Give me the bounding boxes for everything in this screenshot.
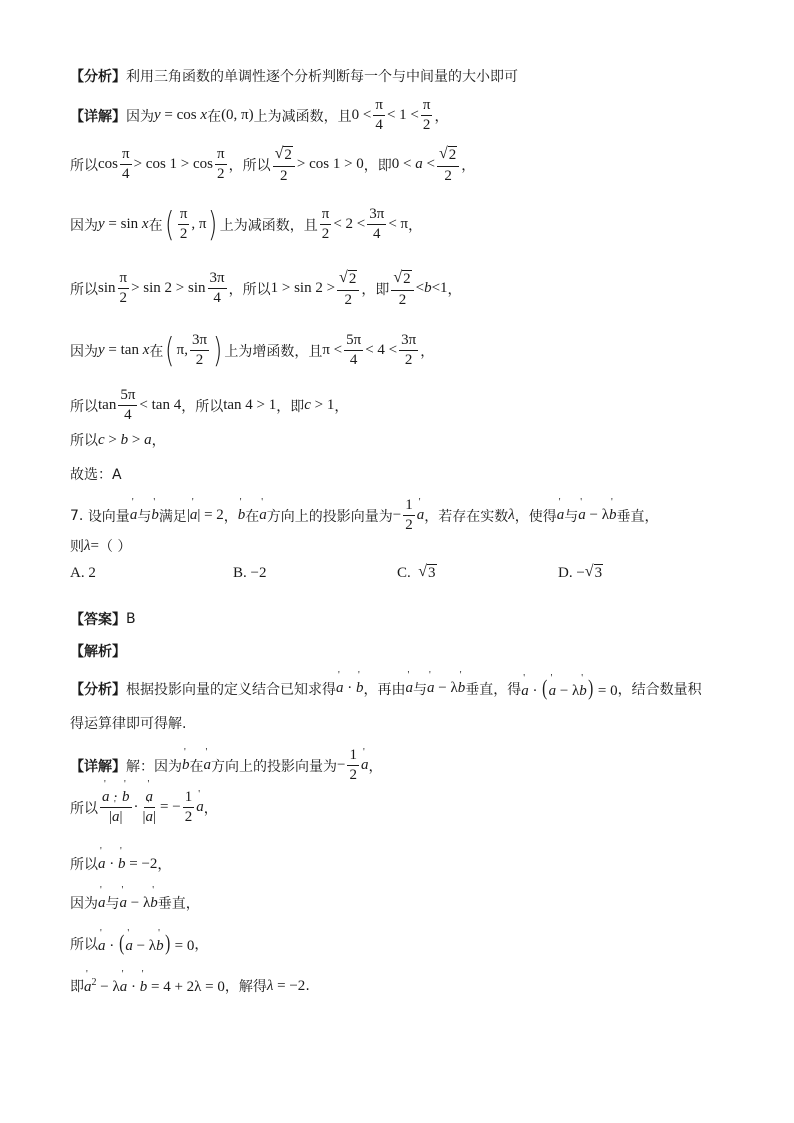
q6-line2: 所以 cos $\frac{\pi}{4}$ > cos 1 > cos $\frac{\pi}{2}$ ，所以 √ 2 2 > cos 1 > 0 ，即 0 < a < √ 2 2 ， xyxy=(70,145,476,184)
q7-answer xyxy=(70,609,136,629)
q7-detail-line4: 因为 ' a 与 ' a − λ' b 垂直， xyxy=(70,893,200,913)
q6-line4: 所以 sin $\frac{\pi}{2}$ > sin 2 > sin $\frac{3\pi}{4}$ ，所以 1 > sin 2 > √ 2 2 ，即 √ 2 2 <b<1 ， xyxy=(70,269,462,308)
q6-choose xyxy=(70,464,122,484)
q7-detail-line2: 所以 ' $\frac{a \cdot ' b}{|' a|}$ · ' $\frac{a}{|' a|}$ = − $\frac{1}{2}$ ' a ， xyxy=(70,790,218,825)
answer-tag: 【答案】 xyxy=(70,612,126,628)
q7-stem-line2: 则 λ = （ ） xyxy=(70,537,132,555)
answer-value: B xyxy=(126,611,136,627)
q7-stem-line1: 7. 设向量 ' a 与 ' b 满足 |' a| = 2 ， ' b 在 ' a 方向上的投影向量为 − $\frac{1}{2}$ ' a ，若存在实数 λ ，使得 ' a 与 ' a − λ' b 垂直， xyxy=(70,498,659,533)
solution-tag: 【解析】 xyxy=(70,644,126,660)
option-d[interactable]: D. − √ 3 xyxy=(558,563,603,582)
q7-detail-line3: 所以 ' a · ' b = −2 ， xyxy=(70,854,171,874)
q7-analysis-line1: 【分析】 根据投影向量的定义结合已知求得 ' a · ' b ，再由 ' a 与 ' a − λ' b 垂直，得 ' a · (' a − λ' b) = 0 ，结合数量积 xyxy=(70,677,702,700)
q6-line6: 所以 tan $\frac{5\pi}{4}$ < tan 4 ，所以 tan 4 > 1 ，即 c > 1 ， xyxy=(70,387,349,423)
analysis-tag: 【分析】 xyxy=(70,69,126,85)
q6-line5: 因为 y = tan x 在 ( π, $\frac{3\pi}{2}$ ) 上为增函数，且 π < $\frac{5\pi}{4}$ < 4 < $\frac{3\pi}{2}$ ， xyxy=(70,330,435,371)
q6-line7: 所以 c > b > a ， xyxy=(70,431,166,449)
detail-tag: 【详解】 xyxy=(70,108,126,125)
q6-line3: 因为 y = sin x 在 ( $\frac{\pi}{2}$ , π ) 上为减函数，且 $\frac{\pi}{2}$ < 2 < $\frac{3\pi}{4}$ < π ， xyxy=(70,204,423,245)
question-number: 7. xyxy=(70,507,84,524)
q7-detail-line5: 所以 ' a · (' a − λ' b) = 0 ， xyxy=(70,932,208,955)
analysis-text: 利用三角函数的单调性逐个分析判断每一个与中间量的大小即可 xyxy=(126,69,518,85)
option-c[interactable]: C. √ 3 xyxy=(397,563,436,582)
q6-analysis xyxy=(70,66,518,86)
q7-detail-line1: 【详解】 解：因为 ' b 在 ' a 方向上的投影向量为 − $\frac{1}{2}$ ' a ， xyxy=(70,748,382,783)
option-a[interactable]: A. 2 xyxy=(70,564,96,581)
q7-analysis-line2: 得运算律即可得解. xyxy=(70,716,187,732)
q7-detail-line6: 即 ' $a^2 - \lambda'$ a · ' b = 4 + 2λ = 0 ，解得 λ = −2 . xyxy=(70,976,310,996)
option-b[interactable]: B. −2 xyxy=(233,564,267,581)
q6-detail-line1: 【详解】 因为 y = cos x 在 (0, π) 上为减函数，且 0 < $\frac{\pi}{4}$ < 1 < $\frac{\pi}{2}$ ， xyxy=(70,97,449,133)
q7-solution xyxy=(70,641,126,661)
choose-label: 故选：A xyxy=(70,467,122,483)
